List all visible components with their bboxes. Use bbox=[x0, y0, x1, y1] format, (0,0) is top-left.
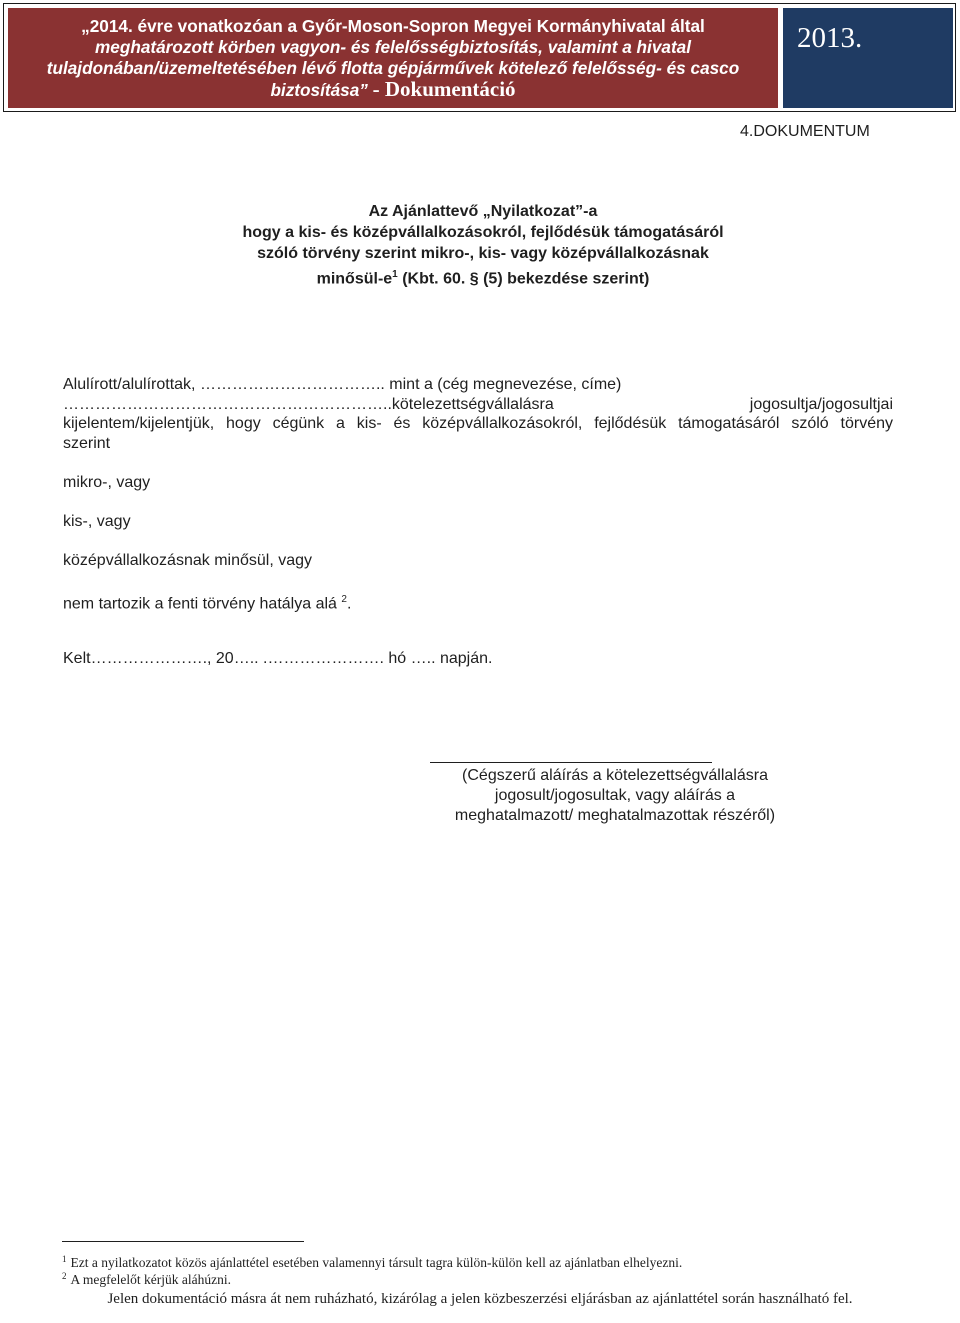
header-title-line: meghatározott körben vagyon- és felelősségbiztosítás, valamint a hivatal bbox=[95, 37, 691, 57]
header-title-line: tulajdonában/üzemeltetésében lévő flotta gépjárművek kötelező felelősség- és casco bbox=[46, 58, 740, 78]
page-footer: Jelen dokumentáció másra át nem ruházható, kizárólag a jelen közbeszerzési eljárásban az ajánlattétel során használható fel. bbox=[107, 1291, 853, 1307]
date-line: Kelt…………………., 20….. .…………………. hó ….. napján. bbox=[63, 650, 493, 667]
document-heading bbox=[120, 201, 846, 289]
signature-caption: jogosult/jogosultak, vagy aláírás a bbox=[494, 787, 736, 804]
heading-line: szóló törvény szerint mikro-, kis- vagy középvállalkozásnak bbox=[257, 245, 709, 262]
body-line: Alulírott/alulírottak, …………………………….. mint a (cég megnevezése, címe) bbox=[63, 376, 622, 393]
signature-block bbox=[420, 752, 810, 826]
body-line: ……………………………………………………..kötelezettségvállalásra jogosultja/jogosultjai bbox=[63, 396, 893, 413]
header-title-line: „2014. évre vonatkozóan a Győr-Moson-Sopron Megyei Kormányhivatal által bbox=[81, 16, 705, 36]
footnote-ref: 1 bbox=[392, 269, 398, 280]
signature-caption: meghatalmazott/ meghatalmazottak részéről) bbox=[454, 807, 776, 824]
heading-line: minősül-$e^1$ (Kbt. 60. § (5) bekezdése szerint) bbox=[316, 269, 650, 288]
signature-line bbox=[430, 762, 712, 763]
footnote-divider bbox=[62, 1241, 304, 1242]
header-title-line: biztosítása” - Dokumentáció bbox=[270, 77, 516, 101]
footnote: $^2$ A megfelelőt kérjük aláhúzni. bbox=[62, 1271, 231, 1287]
heading-line: Az Ajánlattevő „Nyilatkozat”-a bbox=[368, 203, 598, 220]
body-line: szerint bbox=[63, 435, 111, 452]
body-line: kijelentem/kijelentjük, hogy cégünk a kis- és középvállalkozásokról, fejlődésük támogatásáról szóló törvény bbox=[63, 415, 893, 432]
option-medium: középvállalkozásnak minősül, vagy bbox=[63, 552, 313, 569]
option-not-covered: nem tartozik a fenti törvény hatálya alá $^2$. bbox=[63, 594, 352, 613]
header-title bbox=[8, 8, 778, 108]
header-year: 2013. bbox=[783, 8, 953, 108]
option-small: kis-, vagy bbox=[63, 513, 131, 530]
heading-line: hogy a kis- és középvállalkozásokról, fejlődésük támogatásáról bbox=[242, 224, 724, 241]
footnote: $^1$ Ezt a nyilatkozatot közös ajánlattétel esetében valamennyi társult tagra külön-külön kell az ajánlatban elhelyezni. bbox=[62, 1254, 683, 1270]
option-micro: mikro-, vagy bbox=[63, 474, 151, 491]
signature-caption: (Cégszerű aláírás a kötelezettségvállalásra bbox=[462, 767, 768, 784]
document-header bbox=[3, 3, 956, 112]
document-number: 4.DOKUMENTUM bbox=[740, 123, 870, 140]
footnote-ref: 2 bbox=[341, 594, 347, 605]
